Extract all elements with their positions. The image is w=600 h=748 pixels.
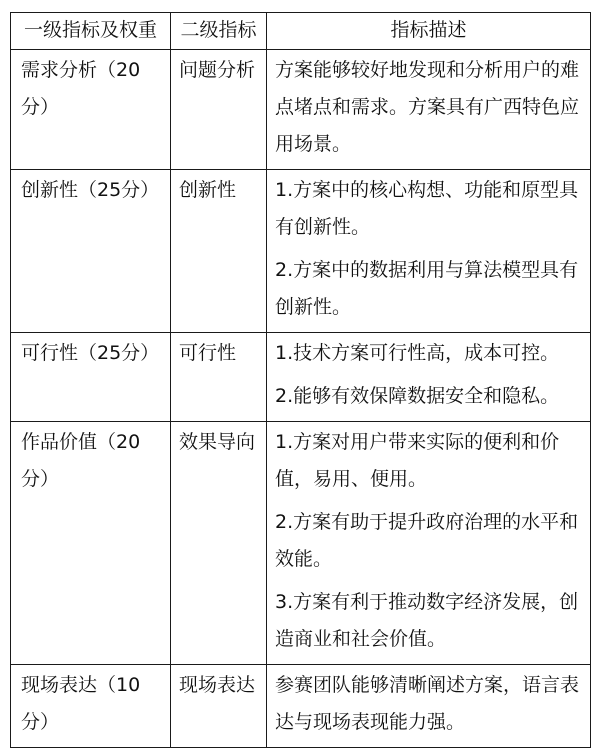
evaluation-criteria-table <box>10 12 591 748</box>
description-cell <box>267 665 591 748</box>
primary-indicator-cell: 作品价值（20分） <box>11 422 171 665</box>
secondary-indicator-cell: 可行性 <box>171 333 267 422</box>
table-row <box>11 422 591 665</box>
header-primary-indicator: 一级指标及权重 <box>11 13 171 50</box>
secondary-indicator-cell: 问题分析 <box>171 50 267 170</box>
description-cell <box>267 170 591 333</box>
table-row <box>11 170 591 333</box>
description-cell <box>267 333 591 422</box>
description-text: 方案能够较好地发现和分析用户的难点堵点和需求。方案具有广西特色应用场景。 <box>275 59 580 155</box>
table-row <box>11 50 591 170</box>
header-secondary-indicator: 二级指标 <box>171 13 267 50</box>
secondary-indicator-cell: 创新性 <box>171 170 267 333</box>
description-text: 参赛团队能够清晰阐述方案，语言表达与现场表现能力强。 <box>275 674 580 733</box>
description-text: 1.方案中的核心构想、功能和原型具有创新性。 <box>275 179 579 238</box>
description-text: 2.能够有效保障数据安全和隐私。 <box>275 385 560 407</box>
description-text: 3.方案有利于推动数字经济发展，创造商业和社会价值。 <box>275 591 579 650</box>
primary-indicator-cell: 可行性（25分） <box>11 333 171 422</box>
primary-indicator-cell: 需求分析（20分） <box>11 50 171 170</box>
description-text: 2.方案中的数据利用与算法模型具有创新性。 <box>275 259 579 318</box>
table-row <box>11 333 591 422</box>
description-text: 1.技术方案可行性高，成本可控。 <box>275 342 560 364</box>
primary-indicator-cell: 现场表达（10分） <box>11 665 171 748</box>
description-cell <box>267 50 591 170</box>
secondary-indicator-cell: 效果导向 <box>171 422 267 665</box>
table-row <box>11 665 591 748</box>
secondary-indicator-cell: 现场表达 <box>171 665 267 748</box>
description-text: 1.方案对用户带来实际的便利和价值，易用、便用。 <box>275 431 560 490</box>
header-indicator-description: 指标描述 <box>267 13 591 50</box>
primary-indicator-cell: 创新性（25分） <box>11 170 171 333</box>
description-text: 2.方案有助于提升政府治理的水平和效能。 <box>275 511 579 570</box>
table-header-row <box>11 13 591 50</box>
description-cell <box>267 422 591 665</box>
